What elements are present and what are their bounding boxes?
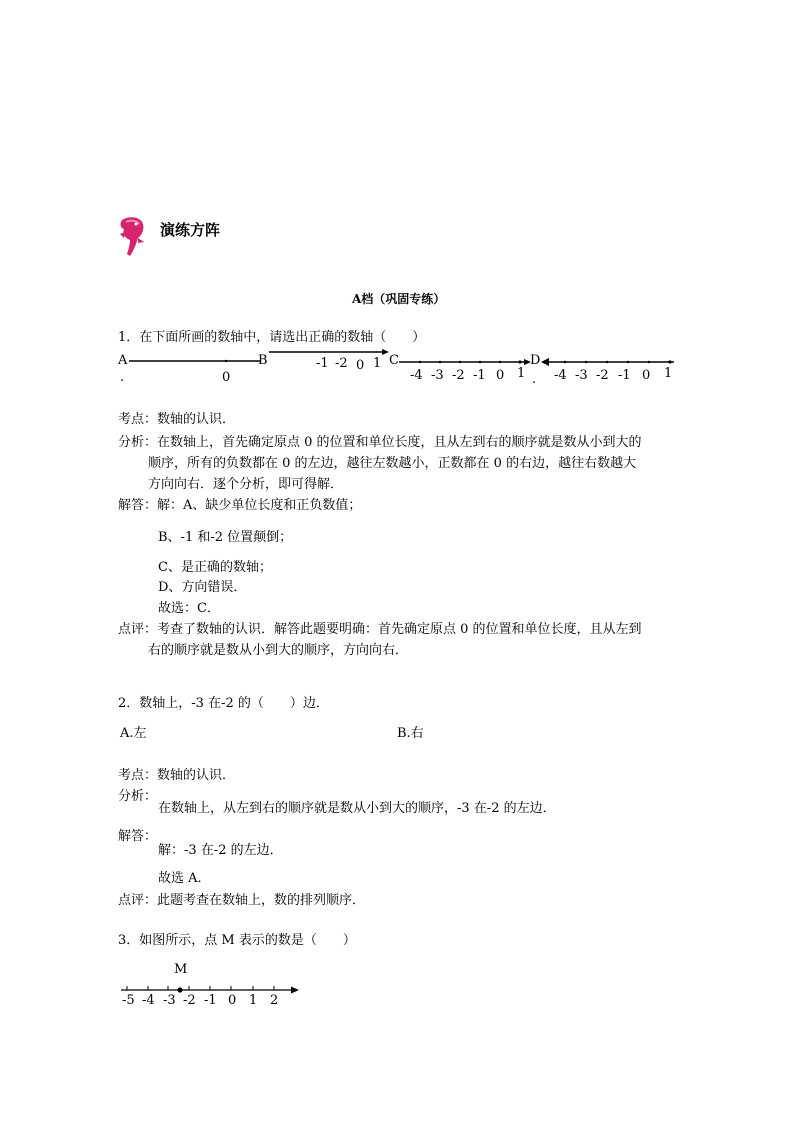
- axis-b-label: B: [258, 353, 268, 368]
- axis-d-tick-label: -3: [575, 368, 588, 383]
- q1-stem: 1．在下面所画的数轴中，请选出正确的数轴（ ）: [118, 330, 426, 345]
- q1-jieda-line: 故选：C．: [158, 601, 220, 616]
- axis-c-tick-label: -1: [473, 368, 486, 383]
- q2-jieda-line: 解：-3 在-2 的左边．: [158, 843, 283, 858]
- axis-c-tick-label: -2: [452, 368, 465, 383]
- q2-jieda-label: 解答：: [118, 829, 158, 844]
- q1-fenxi-line: 方向向右．逐个分析，即可得解．: [148, 477, 344, 492]
- q3-tick-label: -3: [163, 993, 176, 1008]
- point-m-dot: [177, 987, 182, 992]
- q2-dianping: 点评：此题考查在数轴上，数的排列顺序．: [118, 893, 366, 908]
- axis-b-tick-label: 1: [373, 356, 382, 371]
- q1-dianping-line: 点评：考查了数轴的认识．解答此题要明确：首先确定原点 0 的位置和单位长度，且从左到: [118, 622, 642, 637]
- q2-option-b: B.右: [397, 726, 424, 741]
- q3-tick-label: -2: [183, 993, 196, 1008]
- axis-c-tick-label: -3: [431, 368, 444, 383]
- q3-tick-label: 0: [228, 993, 237, 1008]
- q2-kaodian: 考点：数轴的认识．: [118, 768, 236, 783]
- q2-option-a: A.左: [120, 726, 147, 741]
- q3-point-label: M: [174, 962, 188, 977]
- axis-a-line: [128, 356, 262, 366]
- axis-b-tick-label: -2: [335, 356, 348, 371]
- axis-d-tick-label: -1: [618, 368, 631, 383]
- axis-a-dot: .: [120, 370, 125, 385]
- dolphin-mascot-icon: [116, 214, 148, 258]
- q3-tick-label: 1: [249, 993, 258, 1008]
- q2-fenxi: 在数轴上，从左到右的顺序就是数从小到大的顺序，-3 在-2 的左边．: [158, 801, 556, 816]
- axis-d-line: [540, 357, 678, 367]
- axis-d-dot: .: [532, 372, 537, 387]
- axis-d-tick-label: 1: [664, 366, 673, 381]
- q1-jieda-line: 解答：解：A、缺少单位长度和正负数值；: [118, 498, 362, 513]
- q1-jieda-line: B、-1 和-2 位置颠倒；: [158, 530, 293, 545]
- axis-b-tick-label: -1: [316, 356, 329, 371]
- q1-fenxi-line: 分析：在数轴上，首先确定原点 0 的位置和单位长度，且从左到右的顺序就是数从小到大的: [118, 435, 642, 450]
- q3-stem: 3．如图所示，点 M 表示的数是（ ）: [118, 933, 356, 948]
- axis-c-tick-label: 1: [517, 366, 526, 381]
- axis-c-tick-label: -4: [410, 368, 423, 383]
- axis-d-tick-label: 0: [642, 368, 651, 383]
- axis-d-tick-label: -2: [596, 368, 609, 383]
- axis-a-label: A: [118, 353, 128, 368]
- q1-fenxi-line: 顺序，所有的负数都在 0 的左边，越往左数越小，正数都在 0 的右边，越往右数越大: [148, 456, 637, 471]
- section-title: 演练方阵: [160, 221, 221, 239]
- axis-c-label: C: [389, 353, 399, 368]
- axis-d-label: D: [530, 353, 541, 368]
- axis-c-line: [398, 357, 534, 367]
- q3-tick-label: -5: [122, 993, 135, 1008]
- q2-jieda-line: 故选 A．: [158, 871, 211, 886]
- axis-c-tick-label: 0: [496, 368, 505, 383]
- axis-a-tick-label: 0: [222, 370, 231, 385]
- axis-b-tick-label: 0: [356, 358, 365, 373]
- axis-d-tick-label: -4: [554, 368, 567, 383]
- q1-jieda-line: C、是正确的数轴；: [158, 560, 272, 575]
- q3-tick-label: -1: [204, 993, 217, 1008]
- q3-tick-label: 2: [270, 993, 279, 1008]
- q1-dianping-line: 右的顺序就是数从小到大的顺序，方向向右．: [148, 643, 409, 658]
- q1-jieda-line: D、方向错误．: [158, 580, 247, 595]
- level-heading: A档（巩固专练）: [352, 292, 446, 306]
- q1-kaodian: 考点：数轴的认识．: [118, 412, 236, 427]
- q3-tick-label: -4: [142, 993, 155, 1008]
- q2-stem: 2．数轴上，-3 在-2 的（ ）边．: [118, 696, 329, 711]
- q2-fenxi-label: 分析：: [118, 789, 158, 804]
